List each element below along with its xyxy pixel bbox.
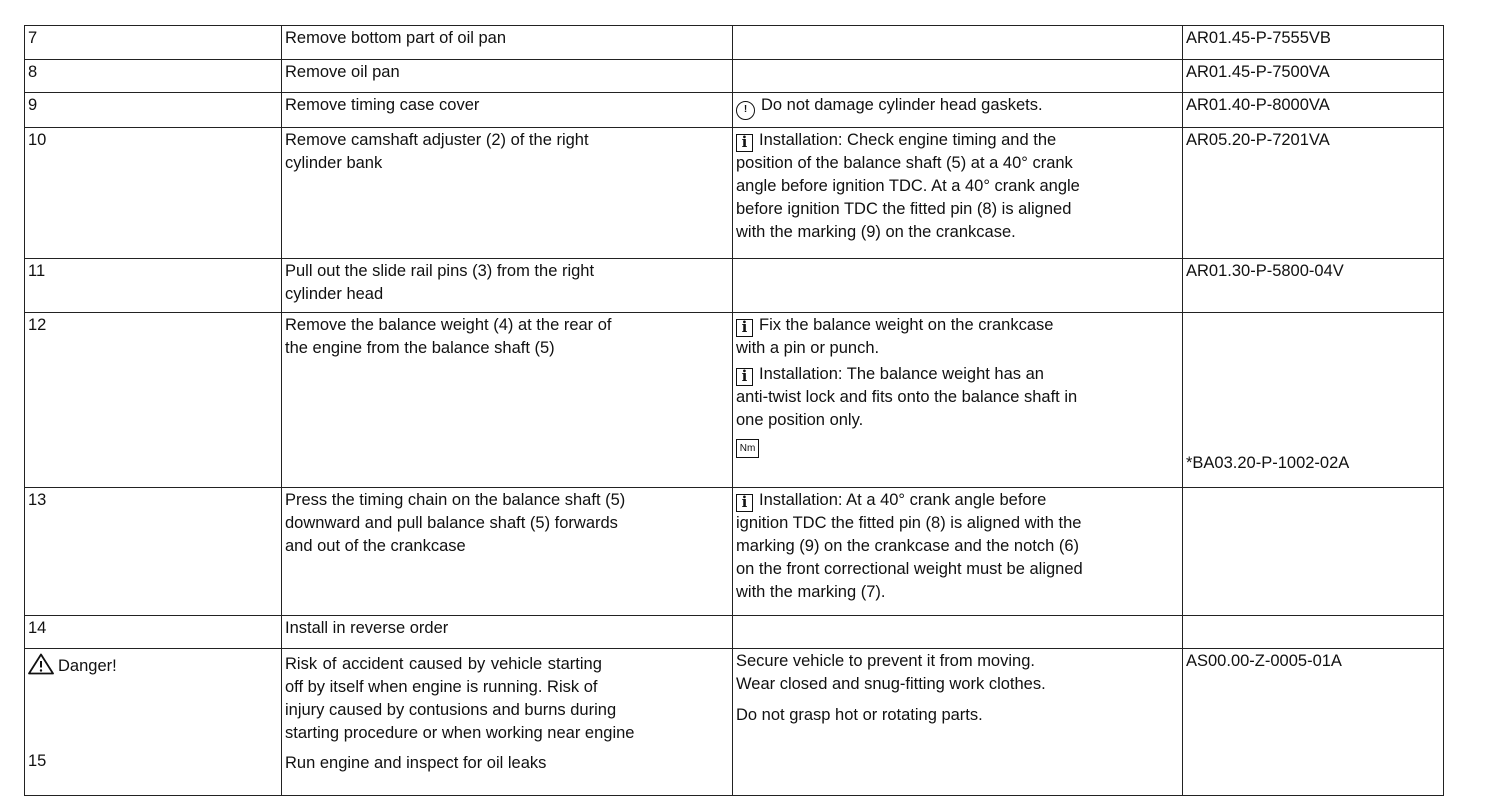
- notes-cell: [733, 649, 1183, 796]
- action-line: Remove camshaft adjuster (2) of the right: [285, 131, 589, 149]
- table-row: [25, 93, 1444, 128]
- action-text: [282, 488, 733, 616]
- notes-cell: [733, 488, 1183, 616]
- step-number: 7: [25, 26, 282, 60]
- reference-code: AR01.40-P-8000VA: [1183, 93, 1444, 128]
- step-number: 11: [25, 259, 282, 313]
- note-text: Do not damage cylinder head gaskets.: [761, 96, 1043, 114]
- step-number: 9: [25, 93, 282, 128]
- step-number: 14: [25, 616, 282, 649]
- note-line: i Fix the balance weight on the crankcase: [736, 314, 1179, 337]
- action-text: Remove timing case cover: [282, 93, 733, 128]
- notes-cell: [733, 259, 1183, 313]
- reference-code: AS00.00-Z-0005-01A: [1183, 649, 1444, 796]
- step-number: 13: [25, 488, 282, 616]
- torque-icon: Nm: [736, 439, 759, 458]
- table-row: [25, 488, 1444, 616]
- table-row: [25, 616, 1444, 649]
- reference-code: *BA03.20-P-1002-02A: [1183, 313, 1444, 488]
- action-line-15: Run engine and inspect for oil leaks: [285, 754, 547, 772]
- action-line: Pull out the slide rail pins (3) from the right: [285, 262, 595, 280]
- action-text: Remove oil pan: [282, 60, 733, 93]
- action-text: [282, 128, 733, 259]
- reference-code: AR01.45-P-7500VA: [1183, 60, 1444, 93]
- note-line: Do not grasp hot or rotating parts.: [736, 706, 983, 724]
- action-text: Install in reverse order: [282, 616, 733, 649]
- action-text: [282, 313, 733, 488]
- procedure-table: [24, 25, 1444, 796]
- action-line: cylinder bank: [285, 154, 383, 172]
- reference-code: AR01.30-P-5800-04V: [1183, 259, 1444, 313]
- info-icon: i: [736, 134, 753, 152]
- action-line: and out of the crankcase: [285, 537, 466, 555]
- table-row: [25, 313, 1444, 488]
- note-line: Secure vehicle to prevent it from moving.: [736, 652, 1035, 670]
- table-row: [25, 128, 1444, 259]
- table-row: [25, 60, 1444, 93]
- action-line: starting procedure or when working near engine: [285, 724, 635, 742]
- reference-code: [1183, 616, 1444, 649]
- step-number: 8: [25, 60, 282, 93]
- warning-triangle-icon: [28, 653, 54, 675]
- note-line: with the marking (9) on the crankcase.: [736, 223, 1016, 241]
- info-icon: i: [736, 494, 753, 512]
- reference-code: AR01.45-P-7555VB: [1183, 26, 1444, 60]
- note-line: one position only.: [736, 411, 864, 429]
- notes-cell: [733, 128, 1183, 259]
- note-line: with the marking (7).: [736, 583, 886, 601]
- action-line: the engine from the balance shaft (5): [285, 339, 555, 357]
- action-text: Remove bottom part of oil pan: [282, 26, 733, 60]
- note-line: anti-twist lock and fits onto the balance shaft in: [736, 388, 1078, 406]
- step-number-15: 15: [28, 752, 47, 770]
- note-block: [736, 363, 1179, 432]
- action-line: cylinder head: [285, 285, 384, 303]
- step-number: [25, 649, 282, 796]
- notes-cell: [733, 313, 1183, 488]
- action-line: Remove the balance weight (4) at the rear of: [285, 316, 612, 334]
- note-line: angle before ignition TDC. At a 40° crank angle: [736, 177, 1080, 195]
- note-line: i Installation: Check engine timing and the: [736, 129, 1179, 152]
- table-row: [25, 649, 1444, 796]
- action-line: Press the timing chain on the balance shaft (5): [285, 491, 626, 509]
- note-line: before ignition TDC the fitted pin (8) is aligned: [736, 200, 1072, 218]
- action-line: injury caused by contusions and burns during: [285, 701, 617, 719]
- danger-label: Danger!: [28, 653, 278, 678]
- note-line: Wear closed and snug-fitting work clothes.: [736, 675, 1046, 693]
- reference-code: AR05.20-P-7201VA: [1183, 128, 1444, 259]
- table-row: [25, 259, 1444, 313]
- action-line: off by itself when engine is running. Risk of: [285, 678, 598, 696]
- notes-cell: [733, 93, 1183, 128]
- table-row: [25, 26, 1444, 60]
- reference-code: [1183, 488, 1444, 616]
- note-line: ignition TDC the fitted pin (8) is aligned with the: [736, 514, 1082, 532]
- action-line: downward and pull balance shaft (5) forwards: [285, 514, 618, 532]
- step-number: 12: [25, 313, 282, 488]
- notes-cell: [733, 60, 1183, 93]
- caution-icon: !: [736, 101, 755, 120]
- note-line: position of the balance shaft (5) at a 40° crank: [736, 154, 1073, 172]
- note-block: [736, 314, 1179, 360]
- note-line: on the front correctional weight must be aligned: [736, 560, 1083, 578]
- note-line: with a pin or punch.: [736, 339, 880, 357]
- notes-cell: [733, 26, 1183, 60]
- info-icon: i: [736, 368, 753, 386]
- action-text: [282, 649, 733, 796]
- notes-cell: [733, 616, 1183, 649]
- action-text: [282, 259, 733, 313]
- note-line: i Installation: The balance weight has an: [736, 363, 1179, 386]
- note-line: marking (9) on the crankcase and the notch (6): [736, 537, 1080, 555]
- step-number: 10: [25, 128, 282, 259]
- action-line: Risk of accident caused by vehicle starting: [285, 655, 602, 673]
- note-line: i Installation: At a 40° crank angle before: [736, 489, 1179, 512]
- info-icon: i: [736, 319, 753, 337]
